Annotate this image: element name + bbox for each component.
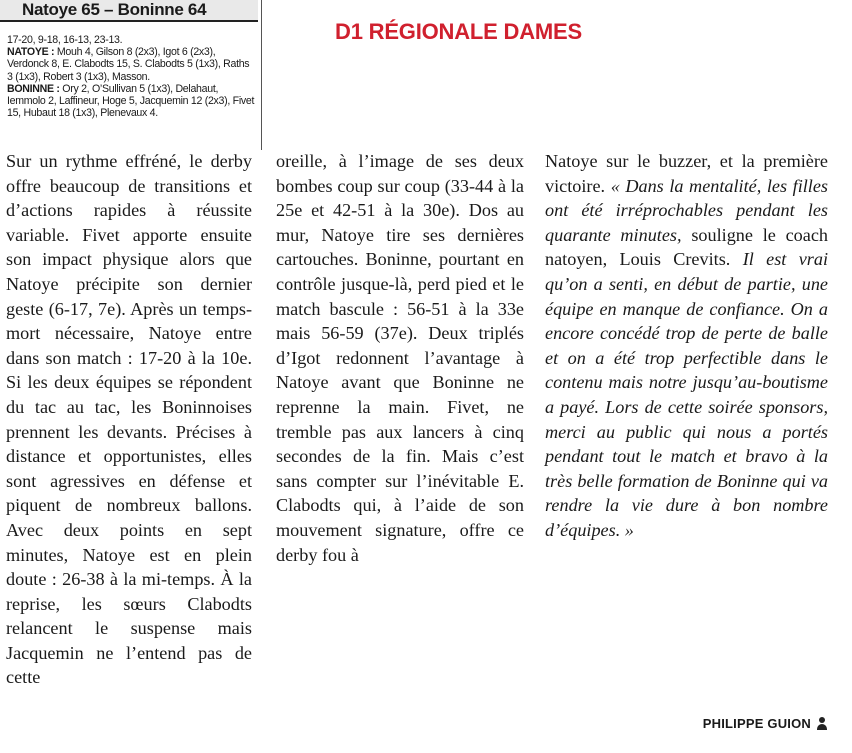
team2-label: BONINNE : <box>7 82 60 95</box>
score-line: Natoye 65 – Boninne 64 <box>22 0 207 19</box>
quote-attribution: souligne le coach natoyen, Louis Crevits. <box>545 224 828 270</box>
match-stats <box>7 34 257 119</box>
person-icon <box>816 717 828 730</box>
column-3-intro: Natoye sur le buzzer, et la première victoire. <box>545 151 828 196</box>
quote-part-1: « Dans la mentalité, les filles ont été irréprochables pendant les quarante minutes, <box>545 175 828 245</box>
score-header <box>0 0 258 22</box>
author-name: PHILIPPE GUION <box>702 716 811 731</box>
column-divider <box>261 0 262 150</box>
article-column-1: Sur un rythme effréné, le derby offre beaucoup de transitions et d’actions rapides à réussite variable. Fivet apporte ensuite son impact physique alors que Natoye précipite son dernier geste (6-17, 7e). Après un temps-mort nécessaire, Natoye entre dans son match : 17-20 à la 10e. Si les deux équipes se répondent du tac au tac, les Boninnoises prennent les devants. Précises à distance et opportunistes, elles sont agressives en défense et piquent de nombreux ballons. Avec deux points en sept minutes, Natoye est en plein doute : 26-38 à la mi-temps. À la reprise, les sœurs Clabodts relancent le suspense mais Jacquemin ne l’entend pas de cette <box>6 151 252 688</box>
article-column-2: oreille, à l’image de ses deux bombes coup sur coup (33-44 à la 25e et 42-51 à la 30e). Dos au mur, Natoye tire ses dernières cartouches. Boninne, pourtant en contrôle jusque-là, perd pied et le match bascule : 56-51 à la 33e mais 56-59 (37e). Deux triplés d’Igot redonnent l’avantage à Natoye avant que Boninne ne reprenne la main. Fivet, ne tremble pas aux lancers à cinq secondes de la fin. Mais c’est sans compter sur l’inévitable E. Clabodts qui, à l’aide de son mouvement signature, offre ce derby fou à <box>276 151 524 565</box>
byline <box>703 716 828 731</box>
team1-players: Mouh 4, Gilson 8 (2x3), Igot 6 (2x3), Verdonck 8, E. Clabodts 15, S. Clabodts 5 (1x3), Raths 3 (1x3), Robert 3 (1x3), Masson. <box>7 46 250 83</box>
article-column-3 <box>545 149 828 543</box>
team2-stats <box>7 83 257 120</box>
team1-stats <box>7 46 257 83</box>
quarter-scores: 17-20, 9-18, 16-13, 23-13. <box>7 34 123 46</box>
section-title: D1 RÉGIONALE DAMES <box>335 19 582 44</box>
quote-part-2: Il est vrai qu’on a senti, en début de partie, une équipe en manque de confiance. On a encore concédé trop de perte de balle et on a été trop perfectible dans le contenu mais notre jusqu’au-boutisme a payé. Lors de cette soirée sponsors, merci au public qui nous a portés pendant tout le match et bravo à la très belle formation de Boninne qui va rendre la vie dure à bon nombre d’équipes. » <box>545 249 828 540</box>
team1-label: NATOYE : <box>7 46 55 59</box>
team2-players: Ory 2, O’Sullivan 5 (1x3), Delahaut, Iemmolo 2, Laffineur, Hoge 5, Jacquemin 12 (2x3), Fivet 15, Hubaut 18 (1x3), Plenevaux 4. <box>7 82 255 120</box>
